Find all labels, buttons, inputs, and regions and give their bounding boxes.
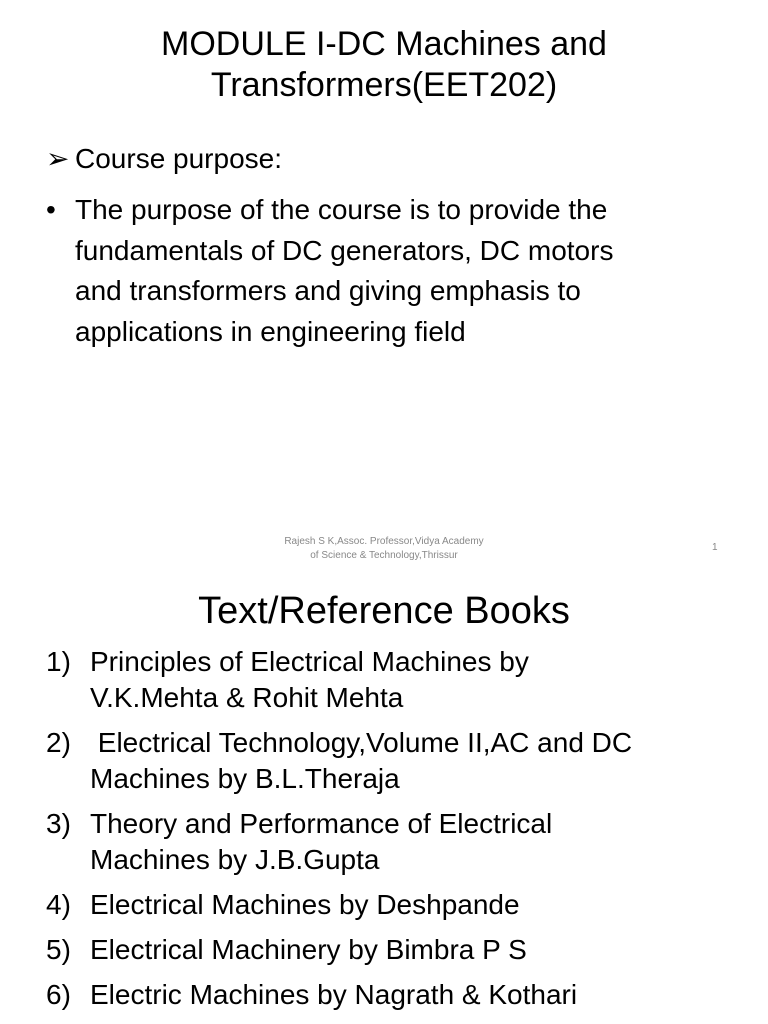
title-line: MODULE I-DC Machines and: [161, 25, 607, 63]
book-line: Electrical Technology,Volume II,AC and DC: [90, 727, 633, 758]
footer-line: Rajesh S K,Assoc. Professor,Vidya Academy: [284, 536, 484, 547]
book-number: 6): [46, 979, 71, 1010]
book-list: [46, 644, 746, 1022]
bullet-line: The purpose of the course is to provide the: [75, 194, 608, 225]
slide-footer: [234, 535, 534, 563]
book-line: Electric Machines by Nagrath & Kothari: [90, 979, 578, 1010]
bullet-line: fundamentals of DC generators, DC motors: [75, 234, 614, 266]
title-line: Transformers(EET202): [210, 66, 558, 104]
book-item: [46, 977, 746, 1013]
purpose-bullet: [46, 190, 726, 352]
book-line: Theory and Performance of Electrical: [90, 808, 553, 839]
book-number: 2): [46, 727, 71, 758]
arrow-bullet-icon: ➢: [46, 143, 70, 174]
book-line: Principles of Electrical Machines by: [90, 646, 529, 677]
book-line: Electrical Machines by Deshpande: [90, 889, 520, 920]
book-line: Electrical Machinery by Bimbra P S: [90, 934, 527, 965]
page-number: 1: [712, 542, 718, 553]
book-number: 4): [46, 889, 71, 920]
footer-line: of Science & Technology,Thrissur: [310, 550, 458, 561]
book-item: [46, 932, 746, 968]
slide-title: Text/Reference Books: [198, 590, 570, 632]
book-number: 1): [46, 646, 71, 677]
book-number: 3): [46, 808, 71, 839]
course-purpose-heading: [46, 141, 282, 177]
book-item: [46, 644, 746, 716]
bullet-line: applications in engineering field: [75, 315, 466, 347]
bullet-icon: •: [46, 194, 56, 225]
book-line: V.K.Mehta & Rohit Mehta: [90, 682, 404, 713]
slide-title: [0, 24, 768, 106]
book-item: [46, 725, 746, 797]
heading-text: Course purpose:: [75, 143, 283, 174]
book-item: [46, 887, 746, 923]
bullet-line: and transformers and giving emphasis to: [75, 275, 581, 306]
book-line: Machines by J.B.Gupta: [90, 844, 380, 875]
book-line: Machines by B.L.Theraja: [90, 763, 400, 794]
book-item: [46, 806, 746, 878]
book-number: 5): [46, 934, 71, 965]
slide-2: [0, 576, 768, 1024]
